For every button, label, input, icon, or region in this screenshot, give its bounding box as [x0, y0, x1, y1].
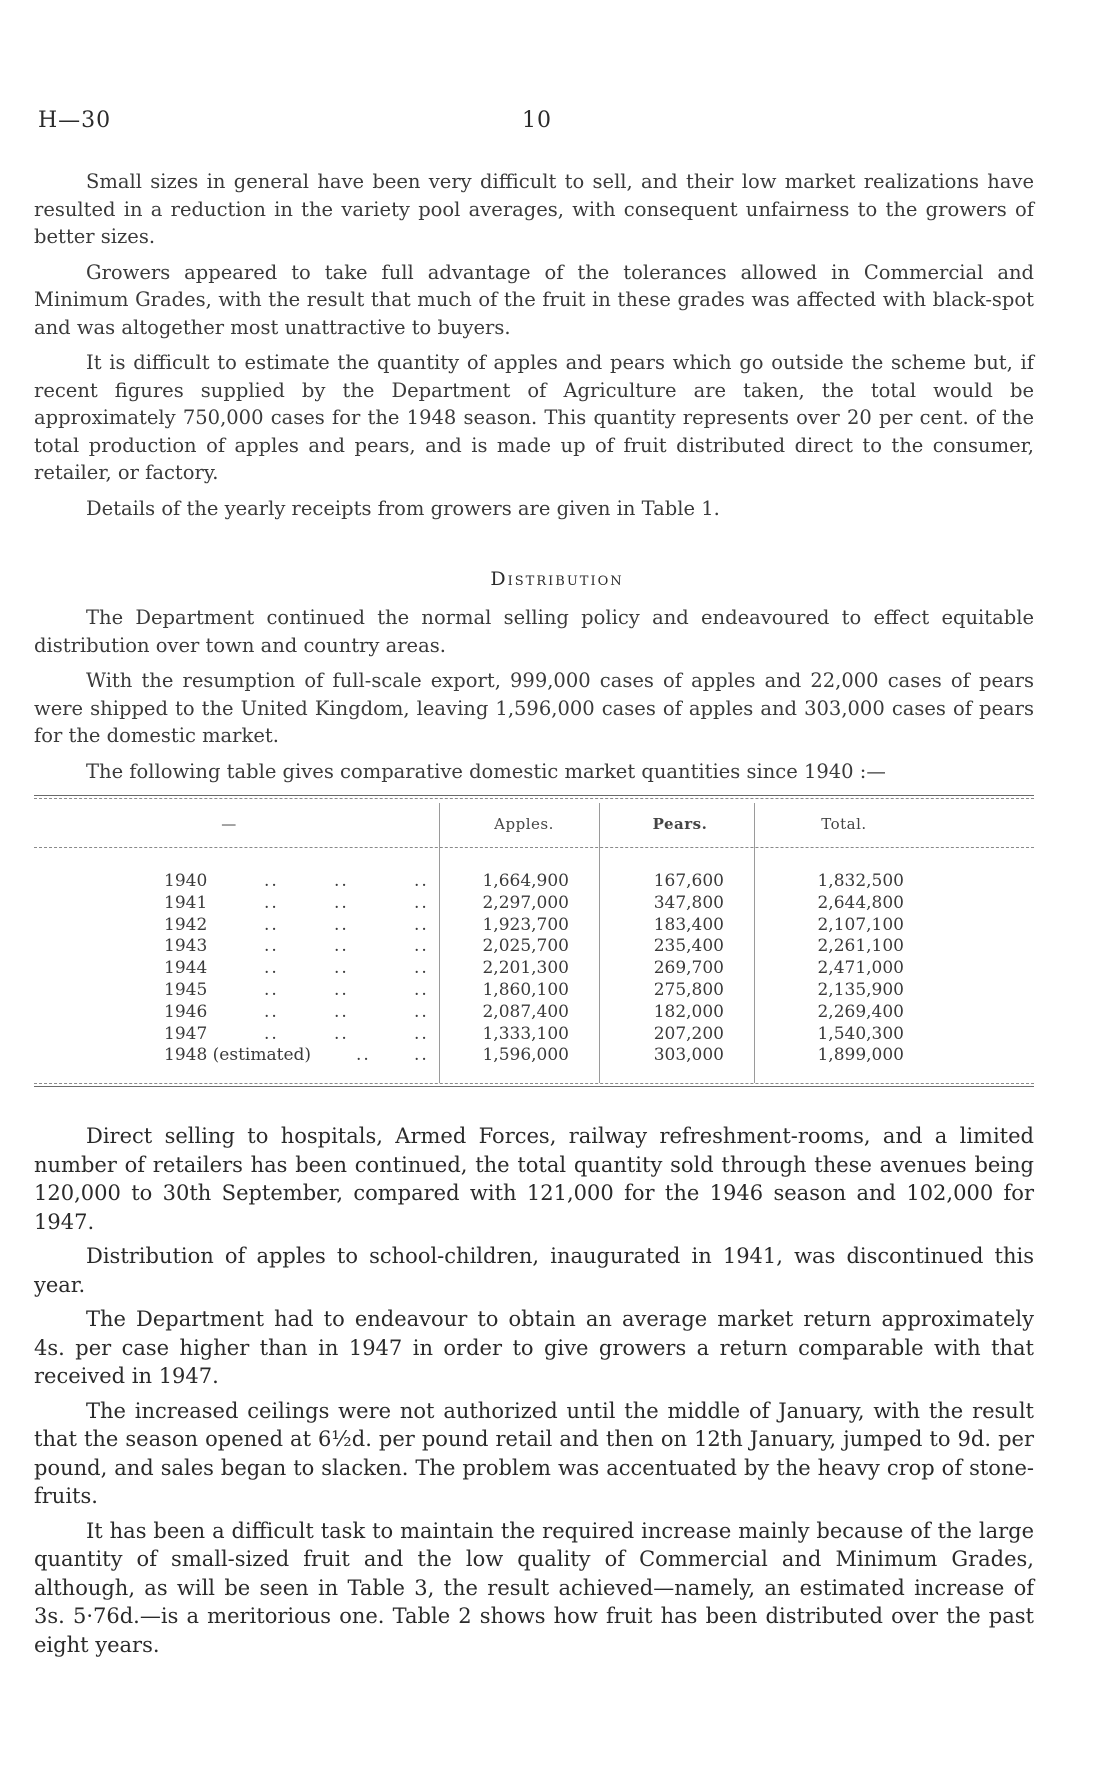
table-row: [34, 1045, 1034, 1067]
row-year: 1942: [164, 914, 208, 935]
leader-dots: ..: [334, 1023, 349, 1044]
paragraph: The Department had to endeavour to obtain an average market return approximately 4s. per case higher than in 1947 in order to give growers a return comparable with that received in 1947.: [34, 1307, 1034, 1388]
column-header-apples: Apples.: [494, 815, 554, 833]
leader-dots: ..: [414, 958, 429, 979]
column-header-total: Total.: [821, 815, 867, 833]
leader-dots: ..: [334, 958, 349, 979]
row-year: 1940: [164, 871, 208, 891]
cell-total: 2,644,800: [817, 892, 904, 913]
leader-dots: ..: [414, 979, 429, 1000]
distribution-text: [34, 604, 1034, 793]
column-header-pears: Pears.: [652, 815, 708, 833]
leader-dots: ..: [264, 1001, 279, 1022]
cell-apples: 2,025,700: [482, 936, 569, 957]
leader-dots: ..: [414, 1001, 429, 1022]
table-row: [34, 1002, 1034, 1024]
cell-apples: 1,860,100: [482, 979, 569, 1000]
paragraph: Small sizes in general have been very difficult to sell, and their low market realizations have resulted in a reduction in the variety pool averages, with consequent unfairness to the growers of better sizes.: [34, 170, 1034, 248]
cell-total: 2,107,100: [817, 914, 904, 935]
after-table-text: [34, 1122, 1034, 1665]
leader-dots: ..: [334, 936, 349, 957]
paragraph: The increased ceilings were not authorized until the middle of January, with the result that the season opened at 6½d. per pound retail and then on 12th January, jumped to 9d. per pound, and sales began to slacken. The problem was accentuated by the heavy crop of stone-fruits.: [34, 1398, 1034, 1508]
table-row: [34, 958, 1034, 980]
table-bottom-rule-outer: [34, 1086, 1034, 1087]
row-year: 1944: [164, 958, 208, 979]
leader-dots: ..: [264, 958, 279, 979]
cell-pears: 207,200: [653, 1023, 724, 1044]
domestic-market-table: [34, 795, 1034, 1095]
row-year: 1941: [164, 892, 208, 913]
cell-pears: 275,800: [653, 979, 724, 1000]
cell-pears: 183,400: [653, 914, 724, 935]
leader-dots: ..: [414, 1045, 429, 1066]
document-reference: H—30: [38, 108, 112, 133]
intro-text: [34, 168, 1034, 530]
leader-dots: ..: [414, 936, 429, 957]
section-heading-distribution: [0, 568, 1114, 590]
table-row: [34, 893, 1034, 915]
cell-apples: 1,664,900: [482, 871, 569, 891]
leader-dots: ..: [334, 892, 349, 913]
leader-dots: ..: [414, 1023, 429, 1044]
leader-dots: ..: [334, 914, 349, 935]
paragraph: The following table gives comparative domestic market quantities since 1940 :—: [86, 759, 886, 783]
cell-pears: 347,800: [653, 892, 724, 913]
cell-total: 1,540,300: [817, 1023, 904, 1044]
header-divider: [34, 847, 1034, 848]
table-row: [34, 871, 1034, 893]
cell-apples: 2,297,000: [482, 892, 569, 913]
cell-apples: 1,923,700: [482, 914, 569, 935]
cell-pears: 182,000: [653, 1001, 724, 1022]
cell-apples: 1,596,000: [482, 1045, 569, 1066]
row-year: 1946: [164, 1001, 208, 1022]
paragraph: It has been a difficult task to maintain the required increase mainly because of the large quantity of small-sized fruit and the low quality of Commercial and Minimum Grades, although, as will be seen in Table 3, the result achieved—namely, an estimated increase of 3s. 5·76d.—is a meritorious one. Table 2 shows how fruit has been distributed over the past eight years.: [34, 1518, 1034, 1657]
cell-apples: 2,201,300: [482, 958, 569, 979]
cell-pears: 303,000: [653, 1045, 724, 1066]
leader-dots: ..: [414, 892, 429, 913]
leader-dots: ..: [264, 936, 279, 957]
cell-total: 1,899,000: [817, 1045, 904, 1066]
leader-dots: ..: [264, 914, 279, 935]
paragraph: With the resumption of full-scale export, 999,000 cases of apples and 22,000 cases of pears were shipped to the United Kingdom, leaving 1,596,000 cases of apples and 303,000 cases of pears for the domestic market.: [34, 669, 1034, 747]
table-top-rule: [34, 795, 1034, 796]
cell-total: 1,832,500: [817, 871, 904, 891]
paragraph: Distribution of apples to school-children, inaugurated in 1941, was discontinued this year.: [34, 1244, 1034, 1297]
row-year: 1948 (estimated): [164, 1045, 312, 1066]
cell-apples: 2,087,400: [482, 1001, 569, 1022]
section-heading-text: Distribution: [490, 568, 624, 590]
cell-total: 2,261,100: [817, 936, 904, 957]
cell-pears: 235,400: [653, 936, 724, 957]
cell-total: 2,135,900: [817, 979, 904, 1000]
leader-dots: ..: [414, 914, 429, 935]
paragraph: Growers appeared to take full advantage of the tolerances allowed in Commercial and Minimum Grades, with the result that much of the fruit in these grades was affected with black-spot and was altogether most unattractive to buyers.: [34, 260, 1034, 339]
cell-total: 2,269,400: [817, 1001, 904, 1022]
row-year: 1947: [164, 1023, 208, 1044]
cell-apples: 1,333,100: [482, 1023, 569, 1044]
paragraph: The Department continued the normal selling policy and endeavoured to effect equitable distribution over town and country areas.: [34, 606, 1034, 657]
leader-dots: ..: [356, 1045, 371, 1066]
leader-dots: ..: [264, 892, 279, 913]
table-top-rule-inner: [34, 798, 1034, 799]
leader-dots: ..: [334, 871, 349, 891]
table-body: [34, 871, 1034, 1067]
leader-dots: ..: [334, 979, 349, 1000]
cell-pears: 269,700: [653, 958, 724, 979]
table-bottom-rule: [34, 1083, 1034, 1084]
row-year: 1945: [164, 979, 208, 1000]
leader-dots: ..: [264, 979, 279, 1000]
table-row: [34, 980, 1034, 1002]
leader-dots: ..: [334, 1001, 349, 1022]
paragraph: It is difficult to estimate the quantity of apples and pears which go outside the scheme but, if recent figures supplied by the Department of Agriculture are taken, the total would be approximately 750,000 cases for the 1948 season. This quantity represents over 20 per cent. of the total production of apples and pears, and is made up of fruit distributed direct to the consumer, retailer, or factory.: [34, 351, 1034, 484]
leader-dots: ..: [414, 871, 429, 891]
cell-pears: 167,600: [653, 871, 724, 891]
table-row: [34, 1024, 1034, 1046]
column-header-blank: —: [221, 815, 237, 833]
leader-dots: ..: [264, 1023, 279, 1044]
leader-dots: ..: [264, 871, 279, 891]
table-row: [34, 915, 1034, 937]
table-row: [34, 936, 1034, 958]
row-year: 1943: [164, 936, 208, 957]
page-number: 10: [522, 108, 552, 133]
cell-total: 2,471,000: [817, 958, 904, 979]
paragraph: Details of the yearly receipts from growers are given in Table 1.: [86, 496, 720, 520]
paragraph: Direct selling to hospitals, Armed Forces, railway refreshment-rooms, and a limited number of retailers has been continued, the total quantity sold through these avenues being 120,000 to 30th September, compared with 121,000 for the 1946 season and 102,000 for 1947.: [34, 1124, 1034, 1234]
